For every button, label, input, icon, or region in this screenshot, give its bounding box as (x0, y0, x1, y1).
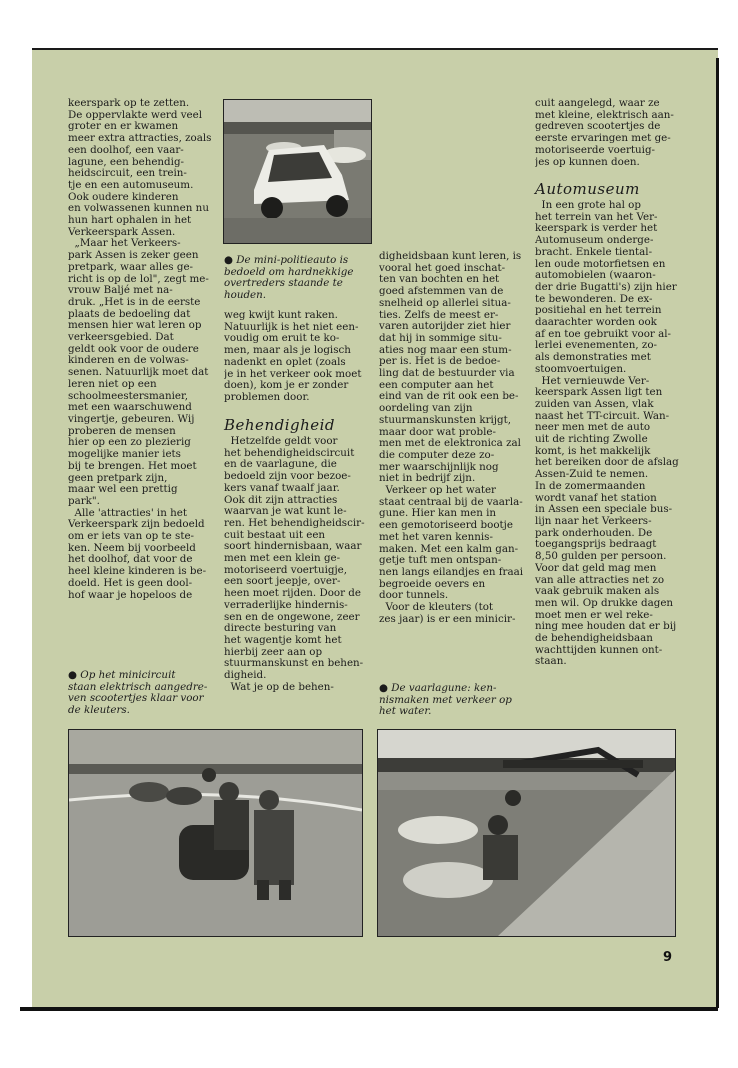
article-column-2-bottom: Hetzelfde geldt voor het behendigheidscircuit en de vaarlagune, die bedoeld zijn voor bezoe- kers vanaf twaalf jaar. Ook dit zijn attracties waarvan je wat kunt le- ren. Het behendigheidscir- cuit bestaat uit een soort hindernisbaan, waar men met een klein ge- motoriseerd voertuigje, een soort jeepje, over- heen moet rijden. Door de verraderlijke hindernis- sen en de ongewone, zeer directe besturing van het wagentje komt het hierbij zeer aan op stuurmanskunst en behen- digheid. Wat je op de behen- (224, 436, 365, 693)
article-column-4-bottom: In een grote hal op het terrein van het Ver- keerspark is verder het Automuseum onderge- bracht. Enkele tiental- len oude motorfietsen en automobielen (waaron- der drie Bugatti's) zijn hier te bewonderen. De ex- positiehal en het terrein daarachter worden ook af en toe gebruikt voor al- lerlei evenementen, zo- als demonstraties met stoomvoertuigen. Het vernieuwde Ver- keerspark Assen ligt ten zuiden van Assen, vlak naast het TT-circuit. Wan- neer men met de auto uit de richting Zwolle komt, is het makkelijk het bereiken door de afslag Assen-Zuid te nemen. In de zomermaanden wordt vanaf het station in Assen een speciale bus- lijn naar het Verkeers- park onderhouden. De toegangsprijs bedraagt 8,50 gulden per persoon. Voor dat geld mag men van alle attracties net zo vaak gebruik maken als men wil. Op drukke dagen moet men er wel reke- ning mee houden dat er bij de behendigheidsbaan wachttijden kunnen ont- staan. (535, 200, 679, 668)
heading-automuseum: Automuseum (535, 180, 640, 198)
article-column-3: digheidsbaan kunt leren, is vooral het goed inschat- ten van bochten en het goed afstemmen van de snelheid op allerlei situa- ties. Zelfs de meest er- varen autorijder ziet hier dat hij in sommige situ- aties nog maar een stum- per is. Het is de bedoe- ling dat de bestuurder via een computer aan het eind van de rit ook een be- oordeling van zijn stuurmanskunsten krijgt, maar door wat proble- men met de elektronica zal die computer deze zo- mer waarschijnlijk nog niet in bedrijf zijn. Verkeer op het water staat centraal bij de vaarla- gune. Hier kan men in een gemotoriseerd bootje met het varen kennis- maken. Met een kalm gan- getje tuft men ontspan- nen langs eilandjes en fraai begroeide oevers en door tunnels. Voor de kleuters (tot zes jaar) is er een minicir- (379, 251, 524, 625)
photo-minicircuit-scooters (68, 729, 363, 937)
article-column-2-top: weg kwijt kunt raken. Natuurlijk is het niet een- voudig om eruit te ko- men, maar als je logisch nadenkt en oplet (zoals je in het verkeer ook moet doen), kom je er zonder problemen door. (224, 310, 362, 403)
page-edge-right (716, 58, 719, 1008)
page-edge-top (32, 48, 718, 50)
caption-minicircuit: ● Op het minicircuit staan elektrisch aangedre- ven scootertjes klaar voor de kleuters. (68, 669, 208, 717)
article-column-4-top: cuit aangelegd, waar ze met kleine, elektrisch aan- gedreven scootertjes de eerste ervaringen met ge- motoriseerde voertuig- jes op kunnen doen. (535, 98, 674, 168)
caption-police-car: ● De mini-politieauto is bedoeld om hardnekkige overtreders staande te houden. (224, 254, 354, 302)
heading-behendigheid: Behendigheid (224, 416, 336, 434)
photo-vaarlagune (377, 729, 676, 937)
police-car-image (224, 100, 371, 243)
scooters-image (69, 730, 362, 936)
page-edge-bottom (20, 1007, 718, 1011)
caption-vaarlagune: ● De vaarlagune: ken- nismaken met verkeer op het water. (379, 682, 512, 718)
page-number: 9 (663, 950, 673, 965)
boats-image (378, 730, 675, 936)
article-column-1: keerspark op te zetten. De oppervlakte werd veel groter en er kwamen meer extra attracties, zoals een doolhof, een vaar- lagune, een behendig- heidscircuit, een trein- tje en een automuseum. Ook oudere kinderen en volwassenen kunnen nu hun hart ophalen in het Verkeerspark Assen. „Maar het Verkeers- park Assen is zeker geen pretpark, waar alles ge- richt is op de lol", zegt me- vrouw Baljé met na- druk. „Het is in de eerste plaats de bedoeling dat mensen hier wat leren op verkeersgebied. Dat geldt ook voor de oudere kinderen en de volwas- senen. Natuurlijk moet dat leren niet op een schoolmeestersmanier, met een waarschuwend vingertje, gebeuren. Wij proberen de mensen hier op een zo plezierig mogelijke manier iets bij te brengen. Het moet geen pretpark zijn, maar wel een prettig park". Alle 'attracties' in het Verkeerspark zijn bedoeld om er iets van op te ste- ken. Neem bij voorbeeld het doolhof, dat voor de heel kleine kinderen is be- doeld. Het is geen dool- hof waar je hopeloos de (68, 98, 212, 601)
photo-mini-police-car (223, 99, 372, 244)
